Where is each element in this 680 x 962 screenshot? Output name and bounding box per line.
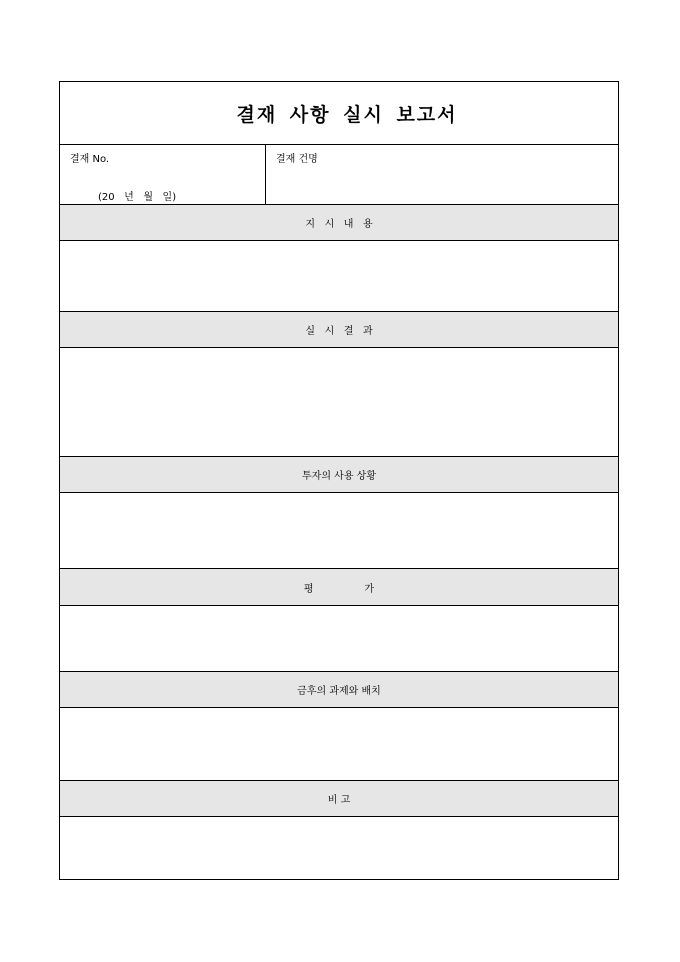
section-body-remarks[interactable]	[60, 817, 618, 879]
approval-subject-label: 결재 건명	[276, 154, 318, 165]
title-row	[60, 82, 618, 145]
section-body-evaluation[interactable]	[60, 606, 618, 672]
section-body-instruction[interactable]	[60, 241, 618, 312]
section-header-future-tasks: 금후의 과제와 배치	[60, 672, 618, 708]
section-body-future-tasks[interactable]	[60, 708, 618, 781]
approval-no-cell[interactable]	[60, 145, 266, 204]
info-row	[60, 145, 618, 205]
approval-no-label: 결재 No.	[70, 154, 110, 165]
section-header-evaluation: 평 가	[60, 569, 618, 606]
date-line: (20 년 월 일)	[98, 192, 177, 203]
report-form	[59, 81, 619, 880]
form-title: 결재 사항 실시 보고서	[236, 103, 458, 126]
section-header-instruction: 지 시 내 용	[60, 205, 618, 241]
section-header-investment: 투자의 사용 상황	[60, 457, 618, 493]
section-header-result: 실 시 결 과	[60, 312, 618, 348]
section-body-result[interactable]	[60, 348, 618, 457]
section-header-remarks: 비 고	[60, 781, 618, 817]
approval-subject-cell[interactable]	[266, 145, 618, 204]
section-body-investment[interactable]	[60, 493, 618, 569]
